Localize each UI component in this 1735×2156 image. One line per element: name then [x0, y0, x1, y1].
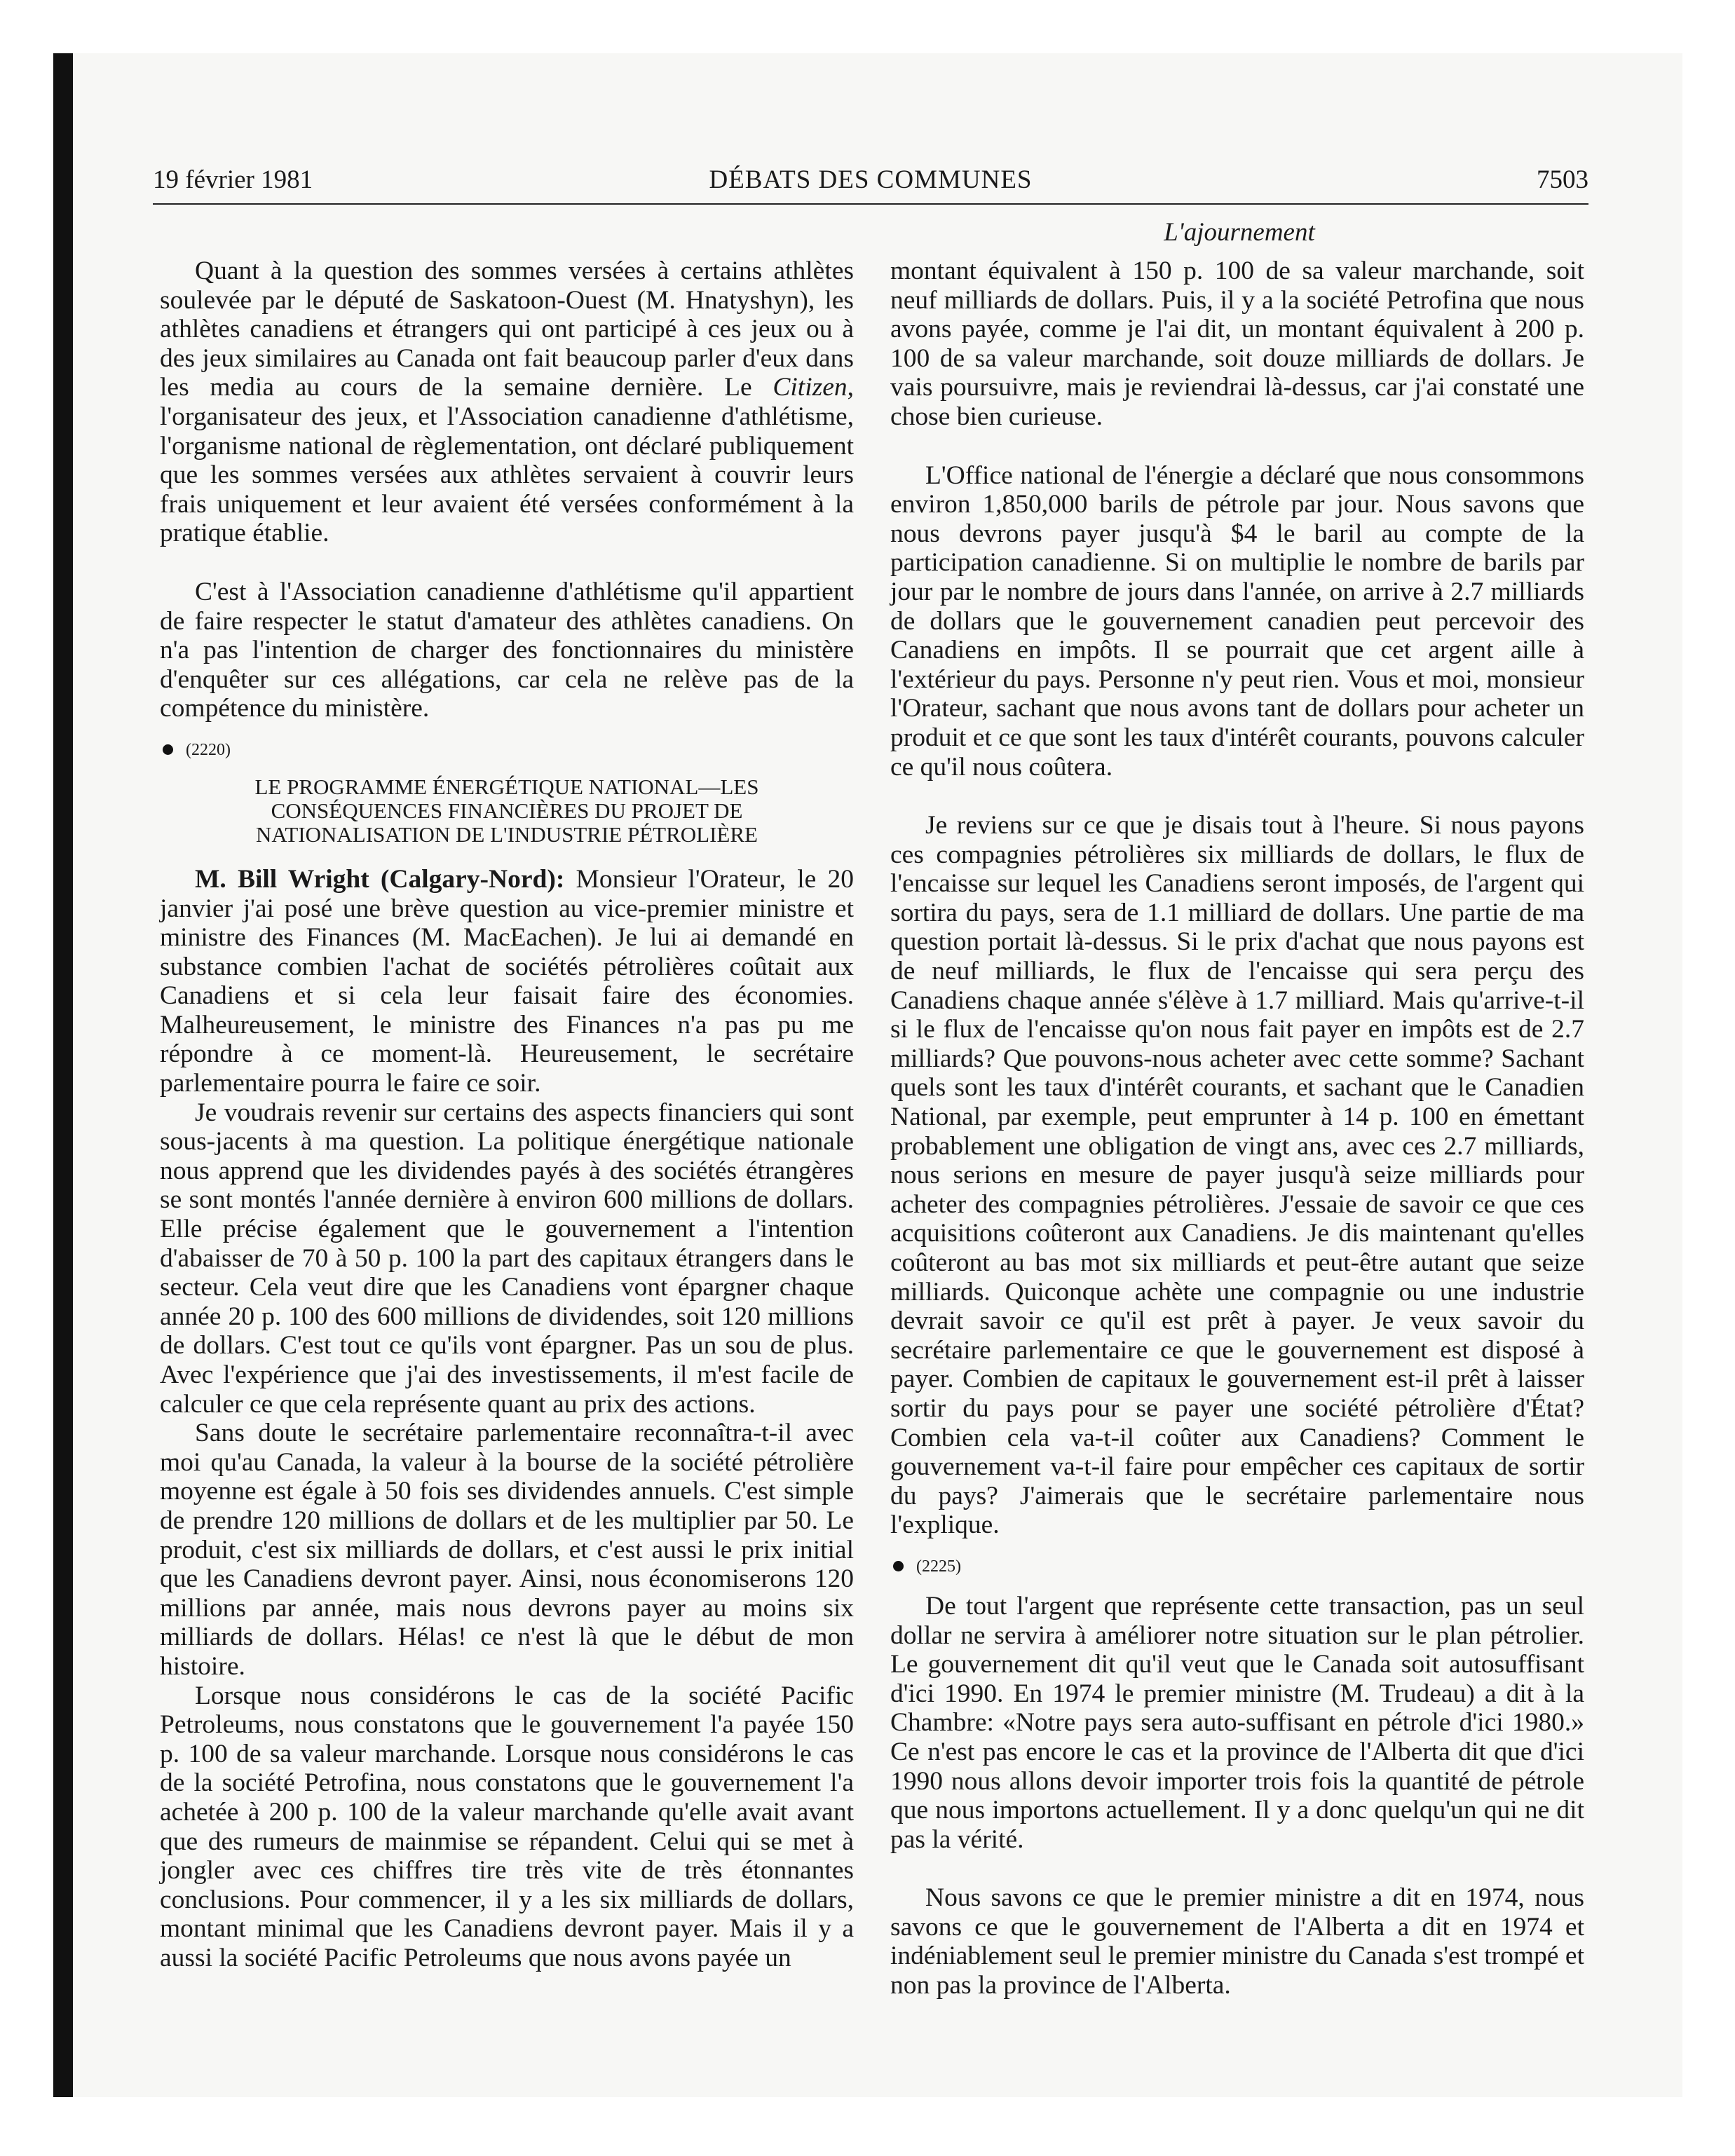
- speaker-name: M. Bill Wright (Calgary-Nord):: [195, 864, 565, 894]
- paragraph: De tout l'argent que représente cette transaction, pas un seul dollar ne servira à améliorer notre situation sur le plan pétrolier. Le gouvernement dit qu'il veut que le Canada soit autosuffisant d'ici 1990. En 1974 le premier ministre (M. Trudeau) a dit à la Chambre: «Notre pays sera auto-suffisant en pétrole d'ici 1980.» Ce n'est pas encore le cas et la province de l'Alberta dit que d'ici 1990 nous allons devoir importer trois fois la quantité de pétrole que nous importons actuellement. Il y a donc quelqu'un qui ne dit pas la vérité.: [890, 1591, 1584, 1854]
- paragraph: Je reviens sur ce que je disais tout à l'heure. Si nous payons ces compagnies pétrolières six milliards de dollars, le flux de l'encaisse sur lequel les Canadiens seront imposés, de l'argent qui sortira du pays, sera de 1.1 milliard de dollars. Une partie de ma question portait là-dessus. Si le prix d'achat que nous payons est de neuf milliards, le flux de l'encaisse qui sera perçu des Canadiens chaque année s'élève à 1.7 milliard. Mais qu'arrive-t-il si le flux de l'encaisse qu'on nous fait payer en impôts est de 2.7 milliards? Que pouvons-nous acheter avec cette somme? Sachant quels sont les taux d'intérêt courants, et sachant que le Canadien National, par exemple, peut emprunter à 14 p. 100 en émettant probablement une obligation de vingt ans, avec ces 2.7 milliards, nous serions en mesure de payer jusqu'à seize milliards pour acheter des compagnies pétrolières. J'essaie de savoir ce que ces acquisitions coûteront aux Canadiens. Je dis maintenant qu'elles coûteront au bas mot six milliards et peut-être autant que seize milliards. Quiconque achète une compagnie ou une industrie devrait savoir ce qu'il est prêt à payer. Je veux savoir du secrétaire parlementaire ce que le gouvernement est disposé à payer. Combien de capitaux le gouvernement est-il prêt à laisser sortir du pays pour se payer une société pétrolière d'État? Combien cela va-t-il coûter aux Canadiens? Comment le gouvernement va-t-il faire pour empêcher ces capitaux de sortir du pays? J'aimerais que le secrétaire parlementaire nous l'explique.: [890, 811, 1584, 1540]
- header-title: DÉBATS DES COMMUNES: [709, 165, 1033, 194]
- header-rule: [153, 203, 1588, 205]
- paragraph: C'est à l'Association canadienne d'athlétisme qu'il appartient de faire respecter le statut d'amateur des athlètes canadiens. On n'a pas l'intention de charger des fonctionnaires du ministère d'enquêter sur ces allégations, car cela ne relève pas de la compétence du ministère.: [160, 577, 854, 723]
- right-column: [890, 257, 1584, 2000]
- paragraph: L'Office national de l'énergie a déclaré que nous consommons environ 1,850,000 barils de pétrole par jour. Nous savons que nous devrons payer jusqu'à $4 le baril au compte de la participation canadienne. Si on multiplie le nombre de barils par jour par le nombre de jours dans l'année, on arrive à 2.7 milliards de dollars que le gouvernement canadien peut percevoir des Canadiens en impôts. Il se pourrait que cet argent aille à l'extérieur du pays. Personne n'y peut rien. Vous et moi, monsieur l'Orateur, sachant que nous avons tant de dollars pour acheter un produit et ce que sont les taux d'intérêt courants, pouvons calculer ce qu'il nous coûtera.: [890, 460, 1584, 782]
- left-column: [160, 257, 854, 1972]
- paragraph: Lorsque nous considérons le cas de la société Pacific Petroleums, nous constatons que le gouvernement l'a payée 150 p. 100 de sa valeur marchande. Lorsque nous considérons le cas de la société Petrofina, nous constatons que le gouvernement l'a achetée à 200 p. 100 de la valeur marchande qu'elle avait avant que des rumeurs de mainmise se répandent. Celui qui se met à jongler avec ces chiffres tire très vite de très étonnantes conclusions. Pour commencer, il y a les six milliards de dollars, montant minimal que les Canadiens devront payer. Mais il y a aussi la société Pacific Petroleums que nous avons payée un: [160, 1681, 854, 1972]
- subheading-line: NATIONALISATION DE L'INDUSTRIE PÉTROLIÈRE: [256, 821, 758, 847]
- bullet-dot-icon: [893, 1561, 904, 1571]
- time-marker-label: (2225): [916, 1557, 961, 1576]
- paragraph: Nous savons ce que le premier ministre a dit en 1974, nous savons ce que le gouvernement de l'Alberta a dit en 1974 et indéniablement seul le premier ministre du Canada s'est trompé et non pas la province de l'Alberta.: [890, 1883, 1584, 2000]
- paragraph: Sans doute le secrétaire parlementaire reconnaîtra-t-il avec moi qu'au Canada, la valeur à la bourse de la société pétrolière moyenne est égale à 50 fois ses dividendes annuels. C'est simple de prendre 120 millions de dollars et de les multiplier par 50. Le produit, c'est six milliards de dollars, et c'est aussi le prix initial que les Canadiens devront payer. Ainsi, nous économiserons 120 millions par année, mais nous devrons payer au moins six milliards de dollars. Hélas! ce n'est là que le début de mon histoire.: [160, 1419, 854, 1681]
- paragraph: Je voudrais revenir sur certains des aspects financiers qui sont sous-jacents à ma question. La politique énergétique nationale nous apprend que les dividendes payés à des sociétés étrangères se sont montés l'année dernière à environ 600 millions de dollars. Elle précise également que le gouvernement a l'intention d'abaisser de 70 à 50 p. 100 la part des capitaux étrangers dans le secteur. Cela veut dire que les Canadiens vont épargner chaque année 20 p. 100 des 600 millions de dividendes, soit 120 millions de dollars. C'est tout ce qu'ils vont épargner. Pas un sou de plus. Avec l'expérience que j'ai des investissements, il m'est facile de calculer ce que cela représente quant au prix des actions.: [160, 1098, 854, 1419]
- italic-publication-name: Citizen: [773, 373, 848, 402]
- paragraph: montant équivalent à 150 p. 100 de sa valeur marchande, soit neuf milliards de dollars. Puis, il y a la société Petrofina que nous avons payée, comme je l'ai dit, un montant équivalent à 200 p. 100 de sa valeur marchande, soit douze milliards de dollars. Je vais poursuivre, mais je reviendrai là-dessus, car j'ai constaté une chose bien curieuse.: [890, 257, 1584, 431]
- header-date: 19 février 1981: [153, 165, 313, 194]
- header-page-number: 7503: [1537, 165, 1588, 194]
- time-marker-label: (2220): [186, 740, 231, 759]
- subheading-line: LE PROGRAMME ÉNERGÉTIQUE NATIONAL—LES: [254, 774, 759, 799]
- time-marker: [890, 1557, 1584, 1576]
- section-subheading: [160, 775, 854, 847]
- scan-edge-bar: [53, 53, 73, 2097]
- subheading-line: CONSÉQUENCES FINANCIÈRES DU PROJET DE: [271, 798, 743, 823]
- bullet-dot-icon: [163, 744, 173, 755]
- running-head: L'ajournement: [1164, 218, 1315, 247]
- paragraph: M. Bill Wright (Calgary-Nord): Monsieur l'Orateur, le 20 janvier j'ai posé une brève question au vice-premier ministre et ministre des Finances (M. MacEachen). Je lui ai demandé en substance combien l'achat de sociétés pétrolières coûtait aux Canadiens et si cela leur faisait faire des économies. Malheureusement, le ministre des Finances n'a pas pu me répondre à ce moment-là. Heureusement, le secrétaire parlementaire pourra le faire ce soir.: [160, 864, 854, 1098]
- time-marker: [160, 740, 854, 760]
- paragraph: Quant à la question des sommes versées à certains athlètes soulevée par le député de Saskatoon-Ouest (M. Hnatyshyn), les athlètes canadiens et étrangers qui ont participé à ces jeux ou à des jeux similaires au Canada ont fait beaucoup parler d'eux dans les media au cours de la semaine dernière. Le Citizen, l'organisateur des jeux, et l'Association canadienne d'athlétisme, l'organisme national de règlementation, ont déclaré publiquement que les sommes versées aux athlètes servaient à couvrir leurs frais uniquement et leur avaient été versées conformément à la pratique établie.: [160, 257, 854, 548]
- page-header: [153, 165, 1588, 202]
